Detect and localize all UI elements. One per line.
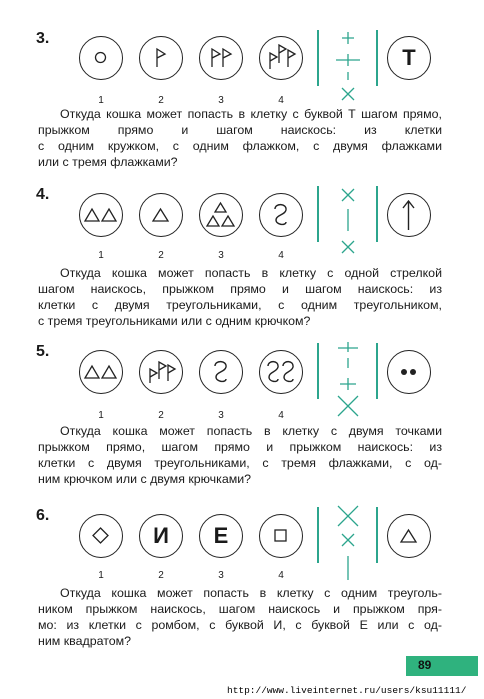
cell-4-circle (259, 514, 303, 558)
problem-number: 5. (36, 343, 50, 360)
target-circle (387, 36, 431, 80)
cell-3-circle (199, 514, 243, 558)
two-hooks-icon (260, 351, 304, 395)
cell-label: 4 (278, 410, 284, 421)
move-diagram-icon (330, 28, 366, 104)
two-dots-icon (388, 351, 432, 395)
cell-2-circle (139, 514, 183, 558)
two-flags-icon (200, 37, 244, 81)
cell-1-circle (79, 514, 123, 558)
cell-label: 1 (98, 570, 104, 581)
cell-label: 2 (158, 95, 164, 106)
problem-number: 4. (36, 186, 50, 203)
triangle-icon (140, 194, 184, 238)
problem-number: 6. (36, 507, 50, 524)
letter-text: Е (213, 523, 229, 548)
text-line: с тремя треугольниками или с одним крючком? (38, 314, 311, 328)
cell-1-circle (79, 350, 123, 394)
move-diagram-icon (330, 338, 366, 422)
cell-label: 3 (218, 410, 224, 421)
cell-3-circle (199, 193, 243, 237)
text-line: ником прыжком наискось, шагом наискось и прыжком пря- (38, 602, 442, 616)
problem-text (38, 265, 442, 329)
cell-3-circle (199, 36, 243, 80)
divider-line (317, 186, 319, 242)
three-flags-icon (260, 37, 304, 81)
hook-icon (200, 351, 244, 395)
cell-label: 2 (158, 250, 164, 261)
two-triangles-icon (80, 351, 124, 395)
target-letter: Т (402, 45, 416, 70)
cell-4-circle (259, 193, 303, 237)
flag-icon (140, 37, 184, 81)
page-number: 89 (418, 658, 432, 672)
triangle-icon (388, 515, 432, 559)
cell-2-circle (139, 350, 183, 394)
source-url[interactable]: http://www.liveinternet.ru/users/ksu11111/ (227, 685, 467, 696)
divider-line (317, 507, 319, 563)
cell-label: 3 (218, 95, 224, 106)
cell-label: 2 (158, 410, 164, 421)
text-line: клетки с двумя треугольниками, с тремя флажками, с од- (38, 456, 442, 470)
one-circle-icon (80, 37, 124, 81)
divider-line (317, 30, 319, 86)
divider-line (376, 186, 378, 242)
rhombus-icon (80, 515, 124, 559)
target-circle (387, 514, 431, 558)
target-circle (387, 350, 431, 394)
cell-label: 4 (278, 570, 284, 581)
cell-label: 4 (278, 95, 284, 106)
cell-4-circle (259, 36, 303, 80)
cell-label: 1 (98, 410, 104, 421)
text-line: Откуда кошка может попасть в клетку с двумя точками (60, 424, 442, 438)
problem-text (38, 423, 442, 487)
cell-label: 3 (218, 570, 224, 581)
text-line: ним крючком или с двумя крючками? (38, 472, 252, 486)
two-triangles-icon (80, 194, 124, 238)
divider-line (376, 30, 378, 86)
cell-1-circle (79, 36, 123, 80)
text-line: Откуда кошка может попасть в клетку с одной стрелкой (60, 266, 442, 280)
three-triangles-icon (200, 194, 244, 238)
cell-2-circle (139, 193, 183, 237)
text-line: мо: из клетки с ромбом, с буквой И, с буквой Е или с од- (38, 618, 442, 632)
cell-1-circle (79, 193, 123, 237)
divider-line (376, 507, 378, 563)
problem-text (38, 106, 442, 170)
text-line: шагом наискось, прыжком прямо и шагом наискось: из (38, 282, 442, 296)
text-line: ним квадратом? (38, 634, 132, 648)
text-line: клетки с двумя треугольниками, с одним треугольником, (38, 298, 442, 312)
move-diagram-icon (330, 500, 366, 584)
move-diagram-icon (330, 185, 366, 261)
cell-label: 1 (98, 95, 104, 106)
cell-4-circle (259, 350, 303, 394)
cell-label: 2 (158, 570, 164, 581)
letter-text: И (153, 523, 169, 548)
text-line: Откуда кошка может попасть в клетку с буквой Т шагом прямо, прыжком прямо и шагом наискось: из клетки (38, 107, 442, 137)
problem-number: 3. (36, 30, 50, 47)
three-flags-icon (140, 351, 184, 395)
divider-line (317, 343, 319, 399)
hook-icon (260, 194, 304, 238)
divider-line (376, 343, 378, 399)
target-circle (387, 193, 431, 237)
cell-2-circle (139, 36, 183, 80)
square-icon (260, 515, 304, 559)
cell-label: 3 (218, 250, 224, 261)
cell-label: 4 (278, 250, 284, 261)
cell-label: 1 (98, 250, 104, 261)
text-line: с одним кружком, с одним флажком, с двумя флажками (38, 139, 442, 153)
problem-text (38, 585, 442, 649)
text-line: или с тремя флажками? (38, 155, 178, 169)
arrow-up-icon (388, 194, 432, 238)
text-line: прыжком прямо, шагом прямо и прыжком наискось: из (38, 440, 442, 454)
text-line: Откуда кошка может попасть в клетку с одним треуголь- (60, 586, 442, 600)
cell-3-circle (199, 350, 243, 394)
page-number-badge (406, 656, 478, 676)
